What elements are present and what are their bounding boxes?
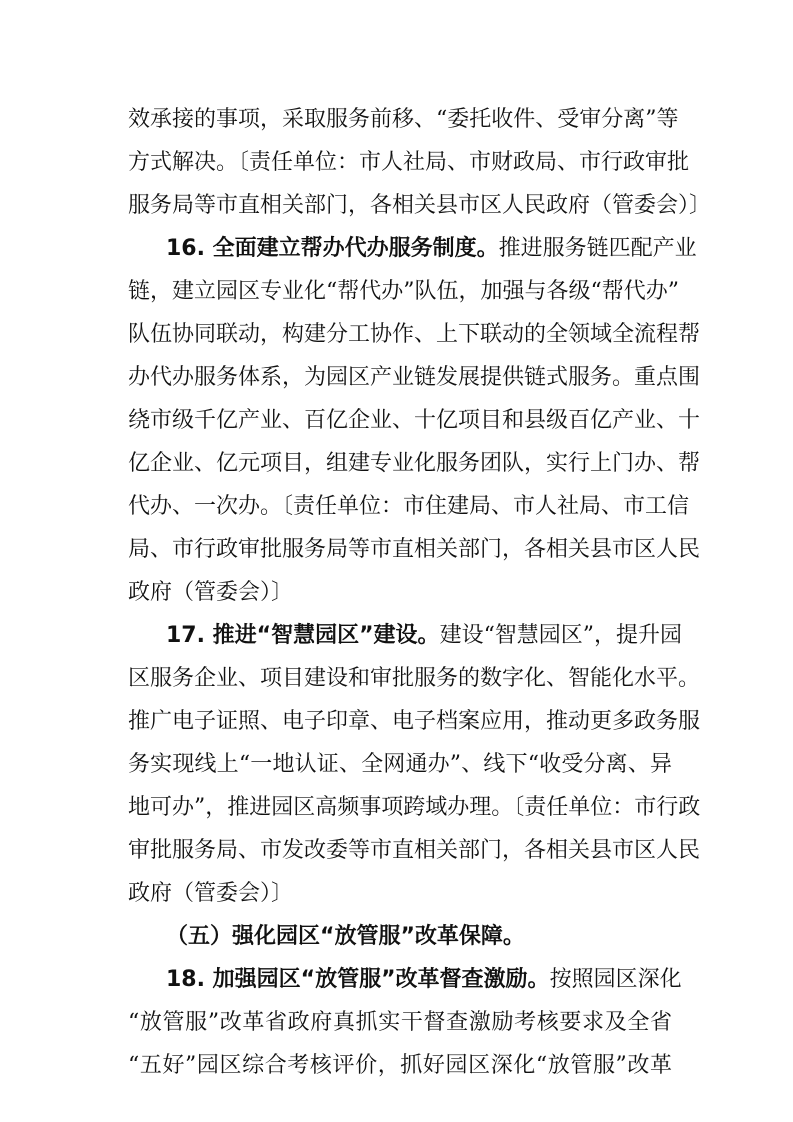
paragraph-line: 亿企业、亿元项目，组建专业化服务团队，实行上门办、帮 bbox=[128, 451, 701, 476]
paragraph-line: 服务局等市直相关部门，各相关县市区人民政府（管委会）〕 bbox=[128, 193, 712, 218]
paragraph-line: 办代办服务体系，为园区产业链发展提供链式服务。重点围 bbox=[128, 365, 701, 390]
paragraph-line: 区服务企业、项目建设和审批服务的数字化、智能化水平。 bbox=[128, 666, 701, 691]
paragraph-line: 局、市行政审批服务局等市直相关部门，各相关县市区人民 bbox=[128, 537, 701, 562]
paragraph-line: “放管服”改革省政府真抓实干督查激励考核要求及全省 bbox=[128, 1010, 672, 1035]
paragraph-line: “五好”园区综合考核评价，抓好园区深化“放管服”改革 bbox=[128, 1053, 672, 1078]
paragraph-line: 政府（管委会）〕 bbox=[128, 881, 294, 906]
paragraph-line: 效承接的事项，采取服务前移、“委托收件、受审分离”等 bbox=[128, 107, 679, 132]
paragraph-line: 绕市级千亿产业、百亿企业、十亿项目和县级百亿产业、十 bbox=[128, 408, 701, 433]
paragraph-line: 务实现线上“一地认证、全网通办”、线下“收受分离、异 bbox=[128, 752, 672, 777]
paragraph-line: 政府（管委会）〕 bbox=[128, 580, 294, 605]
item-18-heading-line bbox=[166, 962, 682, 998]
paragraph-line: 地可办”，推进园区高频事项跨域办理。〔责任单位：市行政 bbox=[128, 795, 701, 820]
paragraph-line: 队伍协同联动，构建分工协作、上下联动的全领域全流程帮 bbox=[128, 322, 701, 347]
item-16-title: 16. 全面建立帮办代办服务制度。 bbox=[166, 236, 499, 261]
paragraph-line: 审批服务局、市发改委等市直相关部门，各相关县市区人民 bbox=[128, 838, 701, 863]
paragraph-line: 代办、一次办。〔责任单位：市住建局、市人社局、市工信 bbox=[128, 494, 690, 519]
paragraph-line: 链，建立园区专业化“帮代办”队伍，加强与各级“帮代办” bbox=[128, 279, 679, 304]
item-18-title: 18. 加强园区“放管服”改革督查激励。 bbox=[166, 967, 550, 992]
item-18-text: 按照园区深化 bbox=[549, 967, 682, 992]
section-five-heading: （五）强化园区“放管服”改革保障。 bbox=[166, 924, 525, 949]
item-16-heading-line bbox=[166, 231, 697, 267]
item-16-text: 推进服务链匹配产业 bbox=[498, 236, 697, 261]
item-17-title: 17. 推进“智慧园区”建设。 bbox=[166, 623, 440, 648]
item-17-heading-line bbox=[166, 618, 683, 654]
paragraph-line: 推广电子证照、电子印章、电子档案应用，推动更多政务服 bbox=[128, 709, 701, 734]
item-17-text: 建设“智慧园区”，提升园 bbox=[439, 623, 683, 648]
paragraph-line: 方式解决。〔责任单位：市人社局、市财政局、市行政审批 bbox=[128, 150, 690, 175]
